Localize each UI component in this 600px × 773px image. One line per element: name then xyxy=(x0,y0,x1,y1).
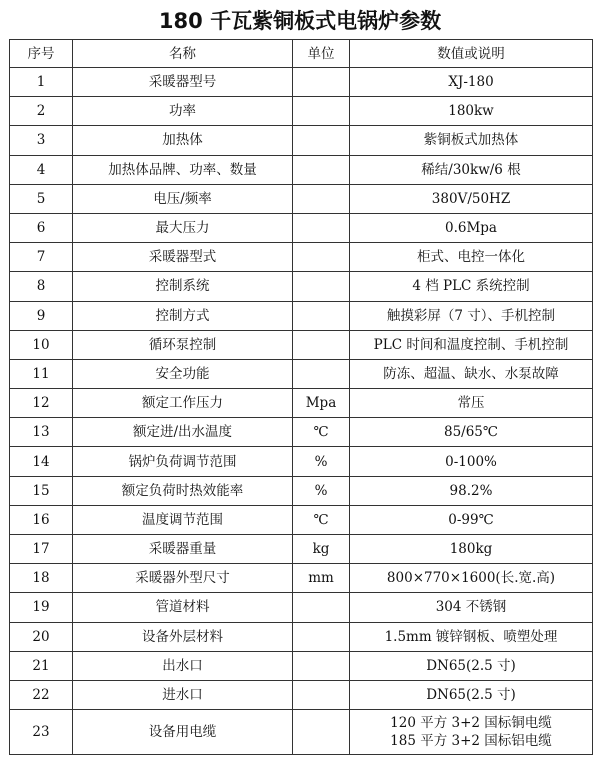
cell-unit xyxy=(293,593,350,622)
cell-unit: mm xyxy=(293,564,350,593)
cell-unit xyxy=(293,184,350,213)
table-row xyxy=(10,593,593,622)
table-row xyxy=(10,680,593,709)
cell-value: 1.5mm 镀锌钢板、喷塑处理 xyxy=(350,622,593,651)
cell-value: 180kg xyxy=(350,535,593,564)
header-cell-unit: 单位 xyxy=(293,40,350,68)
table-row xyxy=(10,418,593,447)
cell-unit xyxy=(293,243,350,272)
cell-unit xyxy=(293,301,350,330)
cell-name: 出水口 xyxy=(73,651,293,680)
cell-no: 18 xyxy=(10,564,73,593)
cell-value: 常压 xyxy=(350,389,593,418)
cell-value: DN65(2.5 寸) xyxy=(350,680,593,709)
cell-name: 温度调节范围 xyxy=(73,505,293,534)
cell-name: 控制方式 xyxy=(73,301,293,330)
cell-no: 2 xyxy=(10,97,73,126)
cell-unit xyxy=(293,126,350,155)
cell-value: 180kw xyxy=(350,97,593,126)
cell-name: 安全功能 xyxy=(73,359,293,388)
table-header-row xyxy=(10,40,593,68)
cell-value: 85/65℃ xyxy=(350,418,593,447)
cell-name: 进水口 xyxy=(73,680,293,709)
cell-unit xyxy=(293,272,350,301)
table-row xyxy=(10,97,593,126)
cell-no: 19 xyxy=(10,593,73,622)
table-row xyxy=(10,710,593,755)
cell-no: 1 xyxy=(10,68,73,97)
header-cell-name: 名称 xyxy=(73,40,293,68)
cell-value: 98.2% xyxy=(350,476,593,505)
table-row xyxy=(10,330,593,359)
cell-value: 4 档 PLC 系统控制 xyxy=(350,272,593,301)
table-row xyxy=(10,622,593,651)
cell-name: 额定负荷时热效能率 xyxy=(73,476,293,505)
cell-no: 7 xyxy=(10,243,73,272)
table-row xyxy=(10,389,593,418)
cell-unit xyxy=(293,651,350,680)
cell-no: 17 xyxy=(10,535,73,564)
table-row xyxy=(10,184,593,213)
cell-no: 5 xyxy=(10,184,73,213)
cell-name: 控制系统 xyxy=(73,272,293,301)
cell-no: 22 xyxy=(10,680,73,709)
cell-value: DN65(2.5 寸) xyxy=(350,651,593,680)
cell-unit xyxy=(293,680,350,709)
cell-value: PLC 时间和温度控制、手机控制 xyxy=(350,330,593,359)
cell-unit: ℃ xyxy=(293,505,350,534)
cell-no: 10 xyxy=(10,330,73,359)
cell-name: 采暖器外型尺寸 xyxy=(73,564,293,593)
cell-name: 功率 xyxy=(73,97,293,126)
cell-name: 采暖器型号 xyxy=(73,68,293,97)
cell-value: 防冻、超温、缺水、水泵故障 xyxy=(350,359,593,388)
parameter-table xyxy=(9,39,593,755)
cell-value xyxy=(350,710,593,755)
table-row xyxy=(10,651,593,680)
cell-name: 额定进/出水温度 xyxy=(73,418,293,447)
cell-unit xyxy=(293,622,350,651)
cell-name: 加热体 xyxy=(73,126,293,155)
table-row xyxy=(10,68,593,97)
cell-name: 锅炉负荷调节范围 xyxy=(73,447,293,476)
cell-unit: ℃ xyxy=(293,418,350,447)
table-row xyxy=(10,564,593,593)
cell-name: 采暖器重量 xyxy=(73,535,293,564)
cell-unit xyxy=(293,710,350,755)
cell-no: 12 xyxy=(10,389,73,418)
cell-value: 800×770×1600(长.宽.高) xyxy=(350,564,593,593)
cell-name: 设备外层材料 xyxy=(73,622,293,651)
table-row xyxy=(10,476,593,505)
cell-no: 20 xyxy=(10,622,73,651)
document-title: 180 千瓦紫铜板式电锅炉参数 xyxy=(158,9,442,33)
cell-value: 0.6Mpa xyxy=(350,213,593,242)
cell-unit: Mpa xyxy=(293,389,350,418)
cell-name: 电压/频率 xyxy=(73,184,293,213)
cell-no: 4 xyxy=(10,155,73,184)
cell-value: 柜式、电控一体化 xyxy=(350,243,593,272)
cell-value-line: 120 平方 3+2 国标铜电缆 xyxy=(390,715,552,732)
table-row xyxy=(10,213,593,242)
table-row xyxy=(10,447,593,476)
cell-no: 16 xyxy=(10,505,73,534)
table-row xyxy=(10,272,593,301)
cell-value: 304 不锈钢 xyxy=(350,593,593,622)
table-row xyxy=(10,359,593,388)
cell-name: 加热体品牌、功率、数量 xyxy=(73,155,293,184)
cell-value: 0-100% xyxy=(350,447,593,476)
cell-value: 380V/50HZ xyxy=(350,184,593,213)
cell-no: 13 xyxy=(10,418,73,447)
cell-value: 触摸彩屏（7 寸）、手机控制 xyxy=(350,301,593,330)
cell-unit xyxy=(293,330,350,359)
cell-value: XJ-180 xyxy=(350,68,593,97)
cell-no: 3 xyxy=(10,126,73,155)
cell-name: 设备用电缆 xyxy=(73,710,293,755)
cell-name: 额定工作压力 xyxy=(73,389,293,418)
cell-value: 紫铜板式加热体 xyxy=(350,126,593,155)
cell-no: 6 xyxy=(10,213,73,242)
cell-name: 循环泵控制 xyxy=(73,330,293,359)
table-row xyxy=(10,126,593,155)
cell-unit xyxy=(293,213,350,242)
cell-no: 21 xyxy=(10,651,73,680)
cell-unit xyxy=(293,359,350,388)
table-row xyxy=(10,535,593,564)
header-cell-no: 序号 xyxy=(10,40,73,68)
table-row xyxy=(10,301,593,330)
table-row xyxy=(10,155,593,184)
cell-value-line: 185 平方 3+2 国标铝电缆 xyxy=(390,733,552,750)
cell-no: 8 xyxy=(10,272,73,301)
cell-no: 15 xyxy=(10,476,73,505)
cell-no: 23 xyxy=(10,710,73,755)
cell-no: 11 xyxy=(10,359,73,388)
cell-unit xyxy=(293,155,350,184)
cell-unit: % xyxy=(293,476,350,505)
cell-no: 14 xyxy=(10,447,73,476)
cell-unit: kg xyxy=(293,535,350,564)
cell-unit: % xyxy=(293,447,350,476)
cell-name: 最大压力 xyxy=(73,213,293,242)
cell-unit xyxy=(293,97,350,126)
header-cell-value: 数值或说明 xyxy=(350,40,593,68)
table-row xyxy=(10,243,593,272)
cell-unit xyxy=(293,68,350,97)
cell-name: 采暖器型式 xyxy=(73,243,293,272)
table-row xyxy=(10,505,593,534)
cell-name: 管道材料 xyxy=(73,593,293,622)
cell-no: 9 xyxy=(10,301,73,330)
cell-value: 0-99℃ xyxy=(350,505,593,534)
cell-value: 稀结/30kw/6 根 xyxy=(350,155,593,184)
